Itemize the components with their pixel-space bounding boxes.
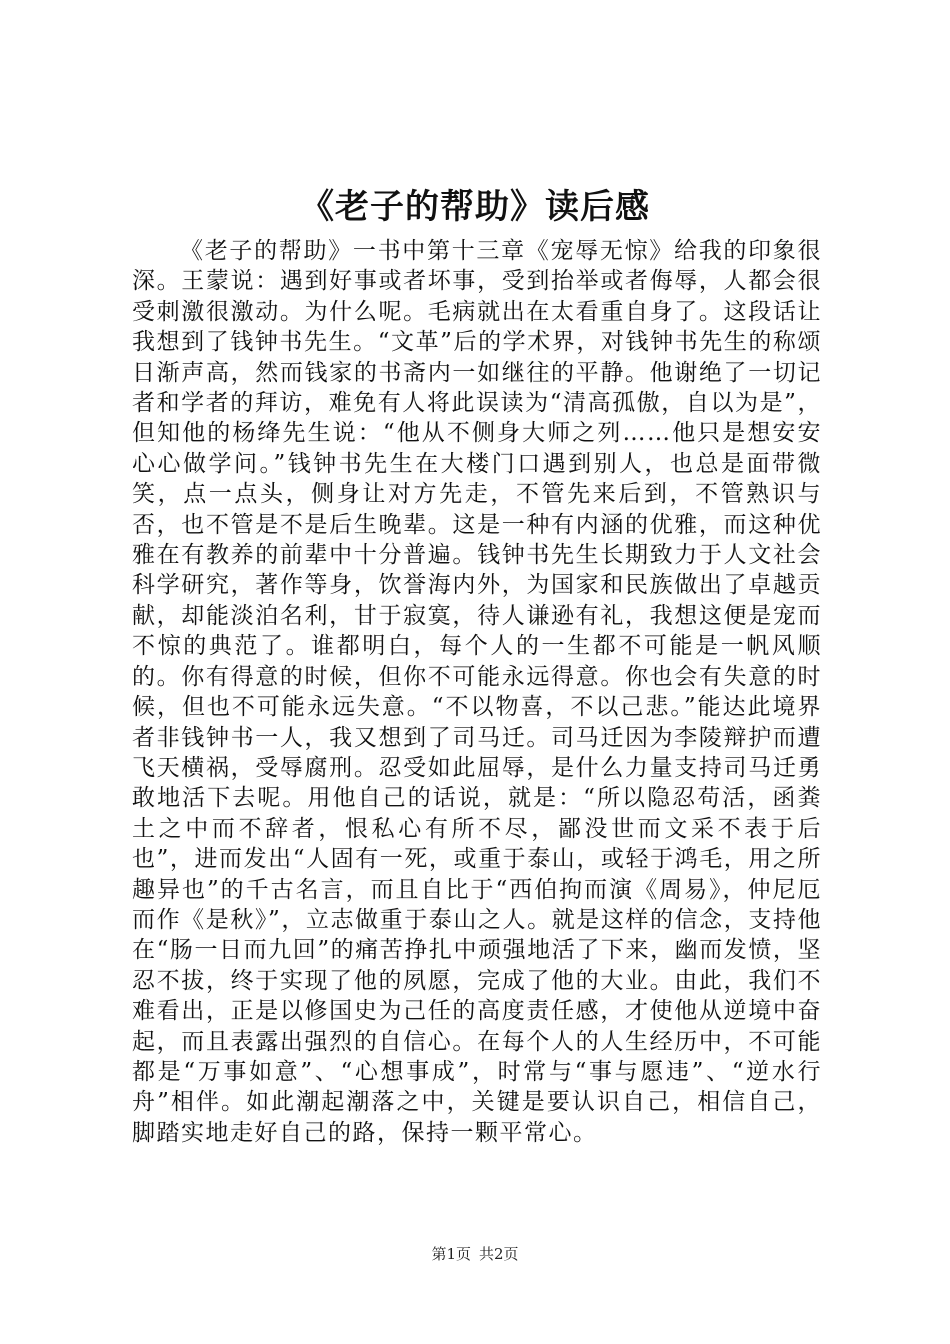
document-body-paragraph: 《老子的帮助》一书中第十三章《宠辱无惊》给我的印象很深。王蒙说：遇到好事或者坏事，受到抬举或者侮辱，人都会很受刺激很激动。为什么呢。毛病就出在太看重自身了。这段话让我想到了钱钟书先生。“文革”后的学术界，对钱钟书先生的称颂日渐声高，然而钱家的书斋内一如继往的平静。他谢绝了一切记者和学者的拜访，难免有人将此误读为“清高孤傲，自以为是”，但知他的杨绛先生说：“他从不侧身大师之列……他只是想安安心心做学问。”钱钟书先生在大楼门口遇到别人，也总是面带微笑，点一点头，侧身让对方先走，不管先来后到，不管熟识与否，也不管是不是后生晚辈。这是一种有内涵的优雅，而这种优雅在有教养的前辈中十分普遍。钱钟书先生长期致力于人文社会科学研究，著作等身，饮誉海内外，为国家和民族做出了卓越贡献，却能淡泊名利，甘于寂寞，待人谦逊有礼，我想这便是宠而不惊的典范了。谁都明白，每个人的一生都不可能是一帆风顺的。你有得意的时候，但你不可能永远得意。你也会有失意的时候，但也不可能永远失意。“不以物喜，不以己悲。”能达此境界者非钱钟书一人，我又想到了司马迁。司马迁因为李陵辩护而遭飞天横祸，受辱腐刑。忍受如此屈辱，是什么力量支持司马迁勇敢地活下去呢。用他自己的话说，就是：“所以隐忍苟活，函粪土之中而不辞者，恨私心有所不尽，鄙没世而文采不表于后也”，进而发出“人固有一死，或重于泰山，或轻于鸿毛，用之所趣异也”的千古名言，而且自比于“西伯拘而演《周易》，仲尼厄而作《是秋》”，立志做重于泰山之人。就是这样的信念，支持他在“肠一日而九回”的痛苦挣扎中顽强地活了下来，幽而发愤，坚忍不拔，终于实现了他的夙愿，完成了他的大业。由此，我们不难看出，正是以修国史为己任的高度责任感，才使他从逆境中奋起，而且表露出强烈的自信心。在每个人的人生经历中，不可能都是“万事如意”、“心想事成”，时常与“事与愿违”、“逆水行舟”相伴。如此潮起潮落之中，关键是要认识自己，相信自己，脚踏实地走好自己的路，保持一颗平常心。: [132, 238, 822, 1146]
page-footer: [0, 1243, 950, 1265]
page-number-current: 第1页: [431, 1245, 471, 1263]
page-number-total: 共2页: [479, 1245, 519, 1263]
document-title: 《老子的帮助》读后感: [300, 187, 650, 227]
